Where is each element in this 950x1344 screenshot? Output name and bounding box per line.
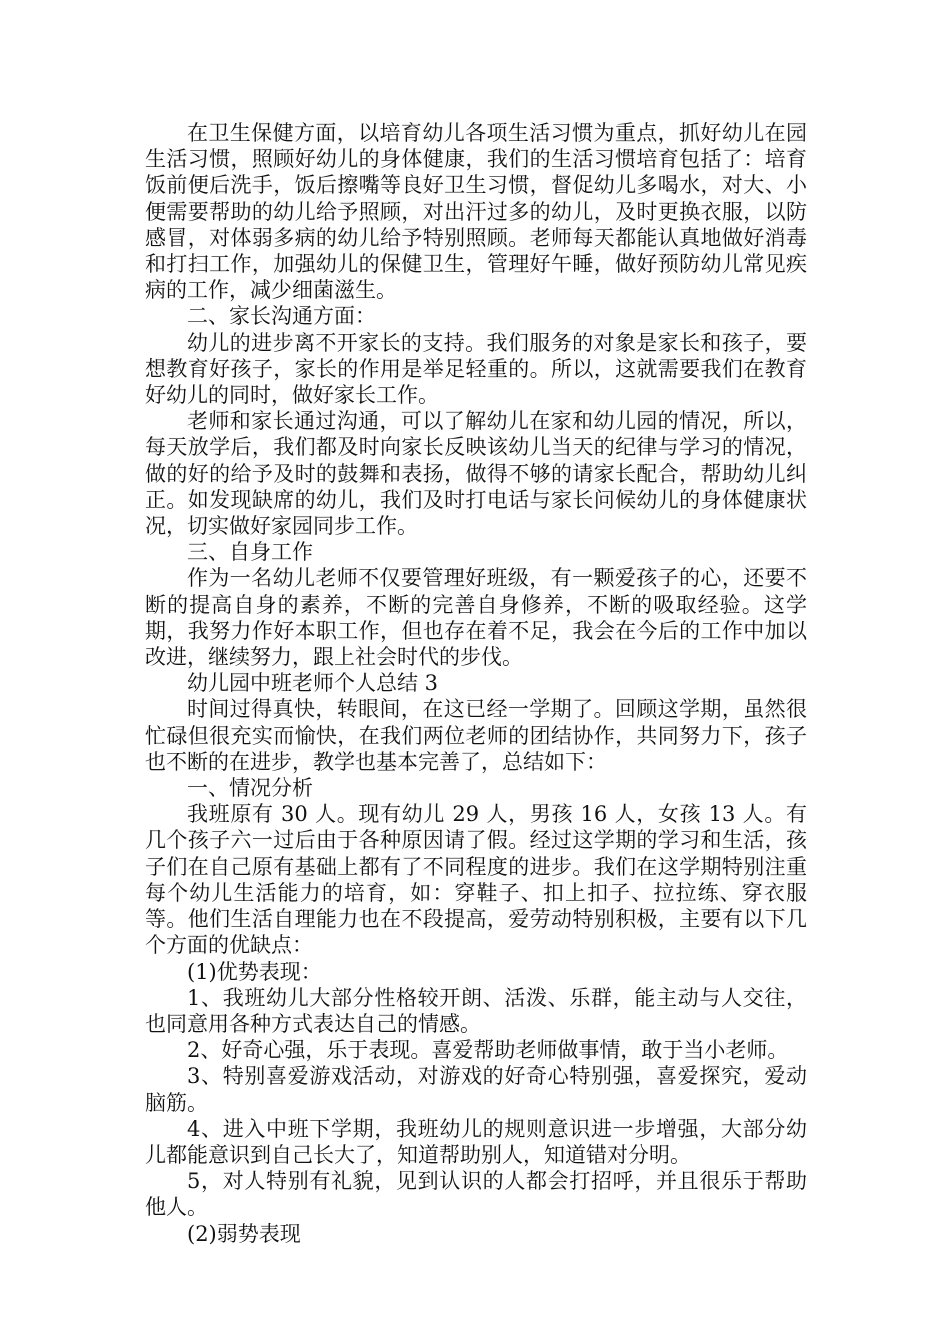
paragraph-summary-intro: 时间过得真快，转眼间，在这已经一学期了。回顾这学期，虽然很忙碌但很充实而愉快，在我们两位老师的团结协作，共同努力下，孩子也不断的在进步，教学也基本完善了，总结如下：	[145, 697, 807, 774]
list-item-strength-1: 1、我班幼儿大部分性格较开朗、活泼、乐群，能主动与人交往，也同意用各种方式表达自己的情感。	[145, 985, 807, 1036]
paragraph-hygiene: 在卫生保健方面，以培育幼儿各项生活习惯为重点，抓好幼儿在园生活习惯，照顾好幼儿的身体健康，我们的生活习惯培育包括了：培育饭前便后洗手，饭后擦嘴等良好卫生习惯，督促幼儿多喝水，对大、小便需要帮助的幼儿给予照顾，对出汗过多的幼儿，及时更换衣服，以防感冒，对体弱多病的幼儿给予特别照顾。老师每天都能认真地做好消毒和打扫工作，加强幼儿的保健卫生，管理好午睡，做好预防幼儿常见疾病的工作，减少细菌滋生。	[145, 121, 807, 303]
paragraph-self-work: 作为一名幼儿老师不仅要管理好班级，有一颗爱孩子的心，还要不断的提高自身的素养，不断的完善自身修养，不断的吸取经验。这学期，我努力作好本职工作，但也存在着不足，我会在今后的工作中加以改进，继续努力，跟上社会时代的步伐。	[145, 566, 807, 670]
list-item-strength-4: 4、进入中班下学期，我班幼儿的规则意识进一步增强，大部分幼儿都能意识到自己长大了，知道帮助别人，知道错对分明。	[145, 1116, 807, 1167]
heading-weaknesses: (2)弱势表现	[187, 1221, 301, 1246]
document-page	[145, 120, 807, 1247]
paragraph-teacher-parent-communication: 老师和家长通过沟通，可以了解幼儿在家和幼儿园的情况，所以，每天放学后，我们都及时向家长反映该幼儿当天的纪律与学习的情况，做的好的给予及时的鼓舞和表扬，做得不够的请家长配合，帮助幼儿纠正。如发现缺席的幼儿，我们及时打电话与家长问候幼儿的身体健康状况，切实做好家园同步工作。	[145, 409, 807, 539]
heading-self-work: 三、自身工作	[187, 540, 313, 565]
heading-parent-communication: 二、家长沟通方面：	[187, 304, 376, 329]
heading-situation-analysis: 一、情况分析	[187, 776, 313, 801]
paragraph-parent-support: 幼儿的进步离不开家长的支持。我们服务的对象是家长和孩子，要想教育好孩子，家长的作用是举足轻重的。所以，这就需要我们在教育好幼儿的同时，做好家长工作。	[145, 330, 807, 408]
list-item-strength-3: 3、特别喜爱游戏活动，对游戏的好奇心特别强，喜爱探究，爱动脑筋。	[145, 1064, 807, 1115]
paragraph-class-situation: 我班原有 30 人。现有幼儿 29 人，男孩 16 人，女孩 13 人。有几个孩子六一过后由于各种原因请了假。经过这学期的学习和生活，孩子们在自己原有基础上都有了不同程度的进步。我们在这学期特别注重每个幼儿生活能力的培育，如：穿鞋子、扣上扣子、拉拉练、穿衣服等。他们生活自理能力也在不段提高，爱劳动特别积极，主要有以下几个方面的优缺点：	[145, 802, 807, 958]
list-item-strength-2: 2、好奇心强，乐于表现。喜爱帮助老师做事情，敢于当小老师。	[187, 1038, 789, 1063]
heading-summary-3: 幼儿园中班老师个人总结 3	[187, 671, 439, 696]
heading-strengths: (1)优势表现：	[187, 959, 322, 984]
list-item-strength-5: 5，对人特别有礼貌，见到认识的人都会打招呼，并且很乐于帮助他人。	[145, 1169, 807, 1220]
